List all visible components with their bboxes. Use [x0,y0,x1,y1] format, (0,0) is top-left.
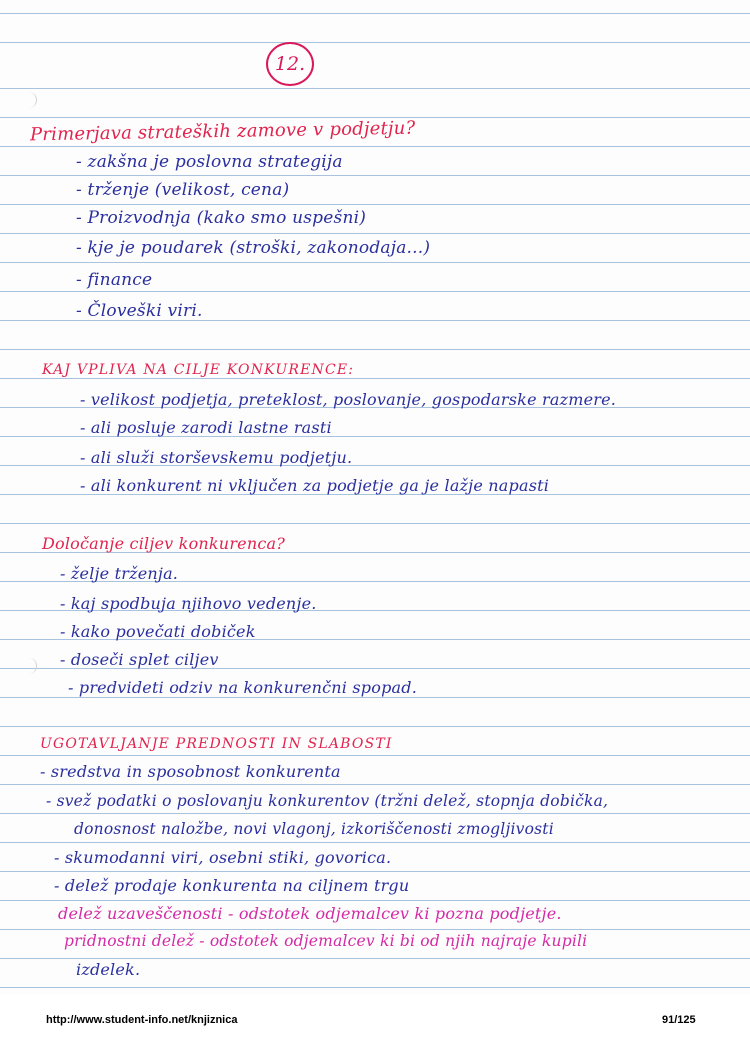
list-item: - sredstva in sposobnost konkurenta [40,762,341,781]
list-item: - ali posluje zarodi lastne rasti [80,418,332,437]
list-item: - doseči splet ciljev [60,650,219,669]
section-heading: UGOTAVLJANJE PREDNOSTI IN SLABOSTI [40,736,393,752]
section-heading: Določanje ciljev konkurenca? [42,534,286,553]
list-item: - kako povečati dobiček [60,622,256,641]
list-item: - želje trženja. [60,564,179,583]
list-item: - kje je poudarek (stroški, zakonodaja...) [76,238,431,258]
list-item: - kaj spodbuja njihovo vedenje. [60,594,317,613]
list-item: - ali služi storševskemu podjetju. [80,448,353,467]
punch-hole [26,658,37,674]
list-item: - velikost podjetja, preteklost, poslovanje, gospodarske razmere. [80,390,617,409]
definition-line: delež uzaveščenosti - odstotek odjemalcev ki pozna podjetje. [58,904,562,923]
list-item: - Človeški viri. [76,301,203,321]
section-heading: Primerjava strateških zamove v podjetju? [29,117,416,146]
list-item: - Proizvodnja (kako smo uspešni) [76,208,367,228]
list-item: - zakšna je poslovna strategija [76,152,343,172]
list-item: - svež podatki o poslovanju konkurentov (tržni delež, stopnja dobička, [46,792,609,810]
list-item: - trženje (velikost, cena) [76,180,290,200]
definition-line: izdelek. [76,960,141,979]
list-item: - delež prodaje konkurenta na ciljnem trgu [54,876,410,895]
punch-hole [26,92,37,108]
footer-page-count: 91/125 [662,1014,696,1026]
list-item: - skumodanni viri, osebni stiki, govorica. [54,848,392,867]
list-item: - predvideti odziv na konkurenčni spopad. [68,678,417,697]
page-footer-area [0,995,750,1061]
page-number-circle: 12. [266,42,314,86]
footer-url-link[interactable]: http://www.student-info.net/knjiznica [46,1014,238,1026]
list-item: - ali konkurent ni vključen za podjetje ga je lažje napasti [80,476,550,495]
list-item: donosnost naložbe, novi vlagonj, izkoriščenosti zmogljivosti [74,820,554,838]
list-item: - finance [76,270,153,290]
section-heading: KAJ VPLIVA NA CILJE KONKURENCE: [42,362,355,378]
definition-line: pridnostni delež - odstotek odjemalcev ki bi od njih najraje kupili [64,932,588,950]
